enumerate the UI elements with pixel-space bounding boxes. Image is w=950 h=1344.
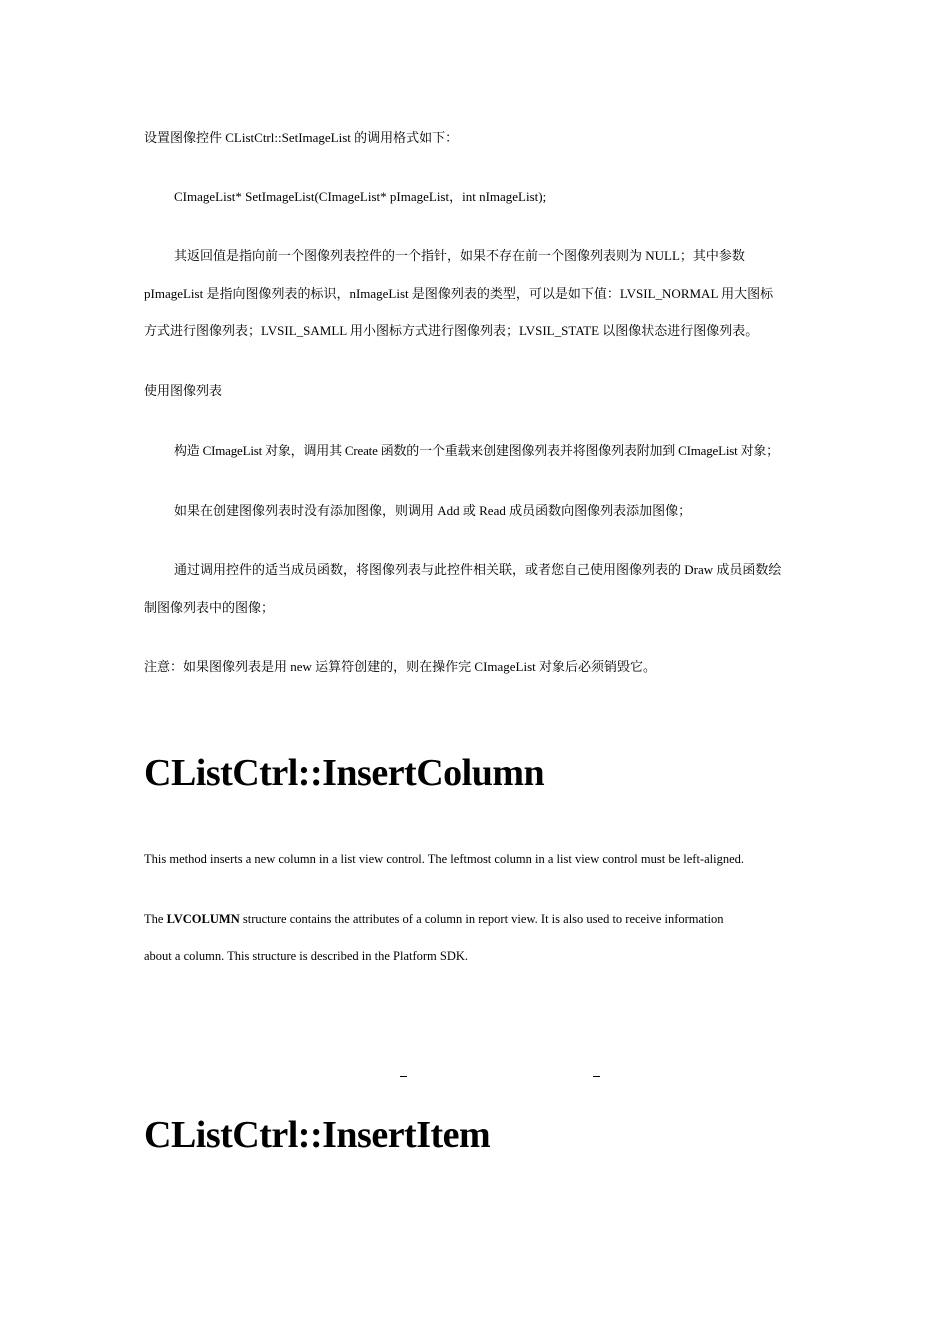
- setimagelist-signature: CImageList* SetImageList(CImageList* pImageList，int nImageList);: [174, 189, 547, 204]
- usage-step-1: 构造 CImageList 对象，调用其 Create 函数的一个重载来创建图像列表并将图像列表附加到 CImageList 对象；: [174, 443, 779, 458]
- lvcolumn-prefix: The: [144, 912, 167, 926]
- return-desc-line-2: pImageList 是指向图像列表的标识，nImageList 是图像列表的类型，可以是如下值：LVSIL_NORMAL 用大图标: [144, 286, 774, 301]
- lvcolumn-rest: structure contains the attributes of a column in report view. It is also used to receive information: [239, 912, 724, 926]
- note: 注意：如果图像列表是用 new 运算符创建的，则在操作完 CImageList 对象后必须销毁它。: [144, 659, 657, 674]
- separator-mark-right: [593, 1076, 600, 1077]
- insert-item-heading: CListCtrl::InsertItem: [144, 1114, 491, 1156]
- usage-step-3-line-2: 制图像列表中的图像；: [144, 600, 275, 615]
- usage-title: 使用图像列表: [144, 383, 223, 398]
- lvcolumn-paragraph-line-1: [144, 911, 724, 927]
- lvcolumn-paragraph-line-2: about a column. This structure is described in the Platform SDK.: [144, 949, 469, 963]
- separator-mark-left: [400, 1076, 407, 1077]
- lvcolumn-struct-name: LVCOLUMN: [166, 912, 240, 926]
- usage-step-3-line-1: 通过调用控件的适当成员函数，将图像列表与此控件相关联，或者您自己使用图像列表的 Draw 成员函数绘: [174, 562, 782, 577]
- usage-step-2: 如果在创建图像列表时没有添加图像，则调用 Add 或 Read 成员函数向图像列表添加图像；: [174, 503, 692, 518]
- insert-column-heading: CListCtrl::InsertColumn: [144, 752, 545, 794]
- return-desc-line-1: 其返回值是指向前一个图像列表控件的一个指针，如果不存在前一个图像列表则为 NULL；其中参数: [174, 248, 745, 263]
- insert-column-description: This method inserts a new column in a list view control. The leftmost column in a list view control must be left-aligned.: [144, 852, 744, 866]
- return-desc-line-3: 方式进行图像列表；LVSIL_SAMLL 用小图标方式进行图像列表；LVSIL_STATE 以图像状态进行图像列表。: [144, 323, 759, 338]
- setimagelist-intro: 设置图像控件 CListCtrl::SetImageList 的调用格式如下：: [144, 130, 459, 145]
